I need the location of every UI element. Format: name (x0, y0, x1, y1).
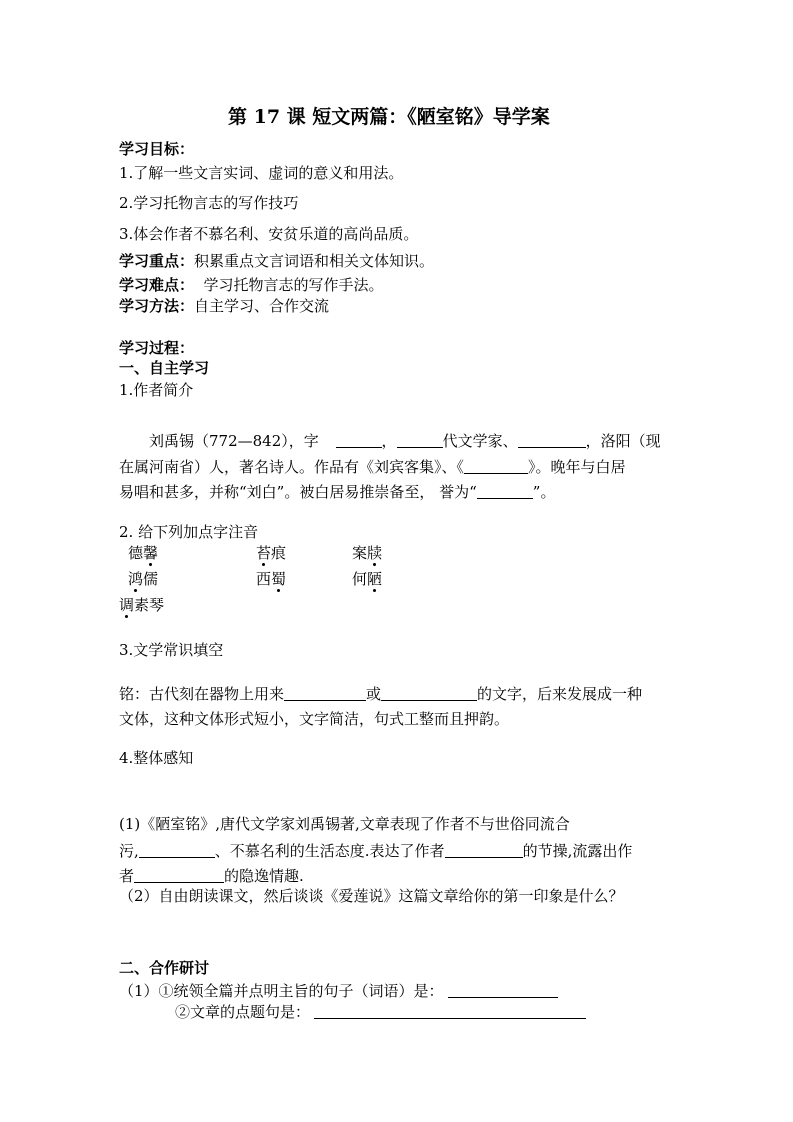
pinyin-word (352, 546, 382, 561)
author-text: ，洛阳（现 (585, 432, 661, 450)
overall-heading: 4.整体感知 (119, 749, 194, 767)
section-heading: 二、合作研讨 (119, 959, 210, 977)
overall-q1-line-1: (1)《陋室铭》,唐代文学家刘禹锡著,文章表现了作者不与世俗同流合 (119, 815, 570, 833)
purpose-blank-1[interactable] (284, 686, 366, 701)
coop-text: （1）①统领全篇并点明主旨的句子（词语）是： (119, 982, 444, 1000)
literature-text: 或 (366, 685, 382, 703)
theme-sentence-blank[interactable] (448, 983, 558, 998)
difficulty-label: 学习难点： (119, 276, 195, 294)
goal-item: 1.了解一些文言实词、虚词的意义和用法。 (119, 164, 404, 182)
pinyin-word (352, 572, 382, 587)
dotted-char: 调 (119, 596, 135, 614)
author-text: 刘禹锡（772—842），字 (149, 432, 319, 450)
method-label: 学习方法： (119, 297, 195, 315)
overall-q1-line-2 (119, 843, 632, 859)
key-point-text: 积累重点文言词语和相关文体知识。 (194, 252, 435, 270)
word-char: 案 (352, 544, 368, 562)
word-char: 素琴 (134, 596, 165, 614)
goal-item: 3.体会作者不慕名利、安贫乐道的高尚品质。 (119, 225, 419, 243)
overall-text: 的隐逸情趣. (224, 867, 304, 885)
purpose-blank-2[interactable] (381, 686, 477, 701)
dotted-char: 蜀 (271, 570, 287, 588)
key-point-line (119, 254, 434, 269)
dotted-char: 馨 (143, 544, 159, 562)
overall-text: 的节操,流露出作 (522, 842, 633, 860)
word-char: 痕 (271, 544, 287, 562)
word-char: 儒 (143, 570, 159, 588)
pinyin-word (119, 598, 164, 613)
overall-q1-line-3 (119, 868, 304, 884)
author-text: ”。 (532, 483, 556, 501)
literature-line-2: 文体，这种文体形式短小，文字简洁，句式工整而且押韵。 (119, 710, 510, 728)
interest-blank[interactable] (134, 868, 224, 883)
works-blank[interactable] (464, 459, 528, 474)
pinyin-word (256, 546, 286, 561)
page-title: 第 17 课 短文两篇：《陋室铭》导学案 (228, 106, 550, 128)
method-text: 自主学习、合作交流 (194, 297, 330, 315)
attitude-blank[interactable] (139, 843, 215, 858)
integrity-blank[interactable] (445, 843, 523, 858)
author-text: 代文学家、 (442, 432, 518, 450)
courtesy-name-blank[interactable] (336, 433, 382, 448)
pinyin-word (128, 546, 158, 561)
section-heading: 一、自主学习 (119, 359, 210, 377)
literature-line-1 (119, 686, 642, 702)
method-line (119, 299, 329, 314)
author-line-2 (119, 459, 626, 475)
author-text: 》。晚年与白居 (528, 458, 626, 476)
difficulty-line (119, 278, 384, 293)
dotted-char: 鸿 (128, 570, 144, 588)
overall-text: 者 (119, 867, 135, 885)
goal-item: 2.学习托物言志的写作技巧 (119, 194, 299, 212)
author-line-3 (119, 484, 555, 500)
literature-heading: 3.文学常识填空 (119, 641, 224, 659)
overall-text: 污, (119, 842, 139, 860)
literature-text: 铭：古代刻在器物上用来 (119, 685, 285, 703)
pinyin-word (256, 572, 286, 587)
word-char: 何 (352, 570, 368, 588)
author-heading: 1.作者简介 (119, 381, 194, 399)
author-text: ， (381, 432, 397, 450)
word-char: 德 (128, 544, 144, 562)
identity-blank[interactable] (518, 433, 586, 448)
dotted-char: 陋 (367, 570, 383, 588)
pinyin-heading: 2. 给下列加点字注音 (119, 523, 259, 541)
process-heading: 学习过程： (119, 339, 195, 357)
dotted-char: 牍 (367, 544, 383, 562)
goals-heading: 学习目标： (119, 140, 195, 158)
author-text: 易唱和甚多，并称“刘白”。被白居易推崇备至， 誉为“ (119, 483, 477, 501)
dotted-char: 苔 (256, 544, 272, 562)
overall-q2: （2）自由朗读课文，然后谈谈《爱莲说》这篇文章给你的第一印象是什么？ (119, 887, 624, 905)
author-text: 在属河南省）人，著名诗人。作品有《刘宾客集》、《 (119, 458, 465, 476)
coop-text: ②文章的点题句是： (175, 1003, 311, 1021)
word-char: 西 (256, 570, 272, 588)
title-blank[interactable] (477, 484, 533, 499)
literature-text: 的文字，后来发展成一种 (477, 685, 643, 703)
coop-q1-line-2 (175, 1004, 586, 1020)
title-sentence-blank[interactable] (314, 1004, 586, 1019)
coop-q1-line-1 (119, 983, 558, 999)
overall-text: 、不慕名利的生活态度.表达了作者 (214, 842, 445, 860)
difficulty-text: 学习托物言志的写作手法。 (194, 276, 384, 294)
author-line-1 (149, 433, 661, 449)
dynasty-blank[interactable] (397, 433, 443, 448)
key-point-label: 学习重点： (119, 252, 195, 270)
pinyin-word (128, 572, 158, 587)
